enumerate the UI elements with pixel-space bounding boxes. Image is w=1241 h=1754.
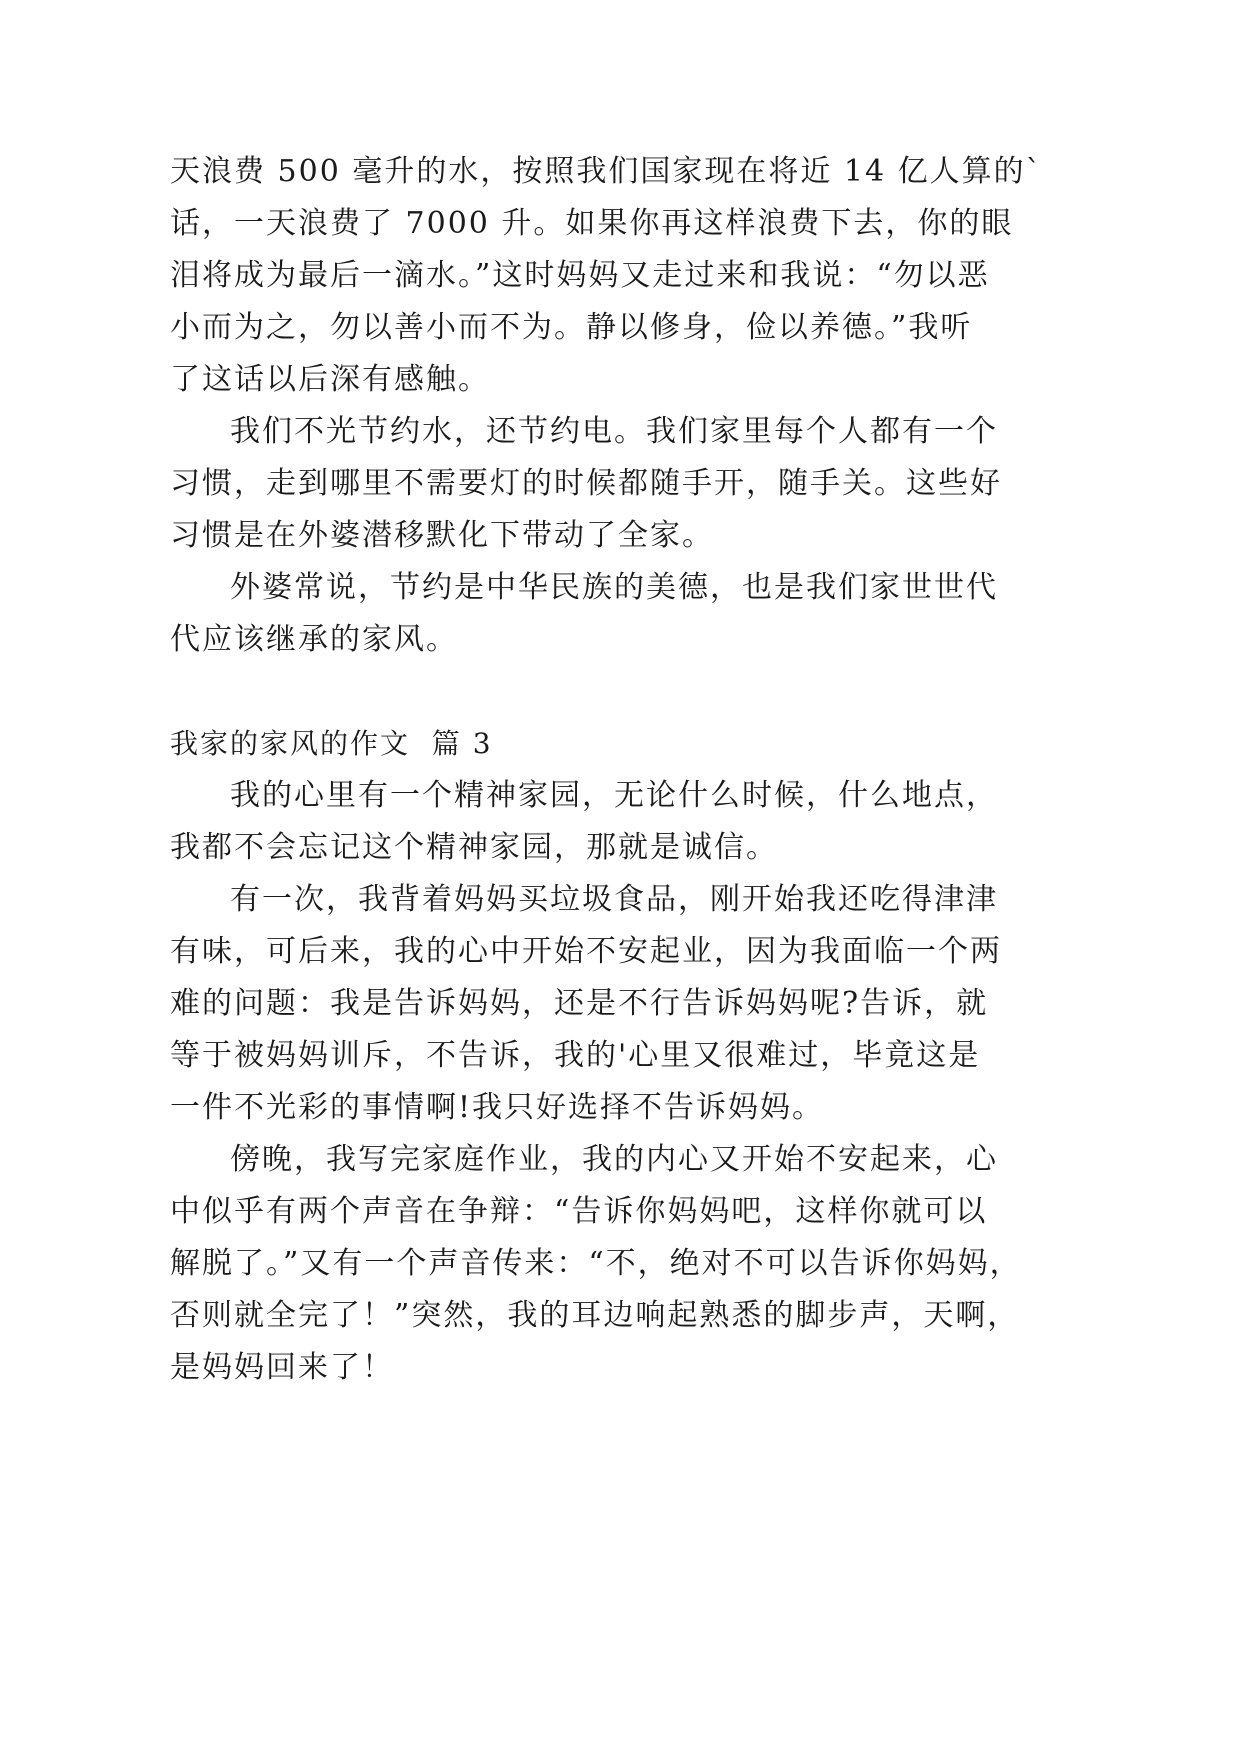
text-line: 中似乎有两个声音在争辩：“告诉你妈妈吧，这样你就可以 <box>170 1194 988 1229</box>
text-line: 傍晚，我写完家庭作业，我的内心又开始不安起来，心 <box>230 1142 998 1177</box>
text-line: 否则就全完了！”突然，我的耳边响起熟悉的脚步声，天啊， <box>170 1298 1020 1333</box>
text-line: 泪将成为最后一滴水。”这时妈妈又走过来和我说：“勿以恶 <box>170 258 990 293</box>
text-line: 解脱了。”又有一个声音传来：“不，绝对不可以告诉你妈妈， <box>170 1246 1022 1281</box>
text-line: 外婆常说，节约是中华民族的美德，也是我们家世世代 <box>230 570 998 605</box>
text-line: 代应该继承的家风。 <box>170 622 458 657</box>
text-line: 有味，可后来，我的心中开始不安起业，因为我面临一个两 <box>170 934 1002 969</box>
text-line: 难的问题：我是告诉妈妈，还是不行告诉妈妈呢?告诉，就 <box>170 986 989 1021</box>
text-line: 我的心里有一个精神家园，无论什么时候，什么地点， <box>230 778 998 813</box>
text-line: 话，一天浪费了 7000 升。如果你再这样浪费下去，你的眼 <box>170 206 1014 241</box>
text-line: 我都不会忘记这个精神家园，那就是诚信。 <box>170 830 778 865</box>
text-line: 等于被妈妈训斥，不告诉，我的'心里又很难过，毕竟这是 <box>170 1038 981 1073</box>
text-line: 天浪费 500 毫升的水，按照我们国家现在将近 14 亿人算的` <box>170 154 1043 189</box>
text-line: 小而为之，勿以善小而不为。静以修身，俭以养德。”我听 <box>170 310 973 345</box>
text-line: 是妈妈回来了！ <box>170 1350 394 1385</box>
section-heading: 我家的家风的作文 篇 3 <box>170 727 493 760</box>
text-line: 我们不光节约水，还节约电。我们家里每个人都有一个 <box>230 414 998 449</box>
text-line: 习惯，走到哪里不需要灯的时候都随手开，随手关。这些好 <box>170 466 1002 501</box>
text-line: 了这话以后深有感触。 <box>170 362 490 397</box>
text-line: 一件不光彩的事情啊!我只好选择不告诉妈妈。 <box>170 1090 825 1125</box>
text-line: 有一次，我背着妈妈买垃圾食品，刚开始我还吃得津津 <box>230 882 998 917</box>
text-line: 习惯是在外婆潜移默化下带动了全家。 <box>170 518 714 553</box>
